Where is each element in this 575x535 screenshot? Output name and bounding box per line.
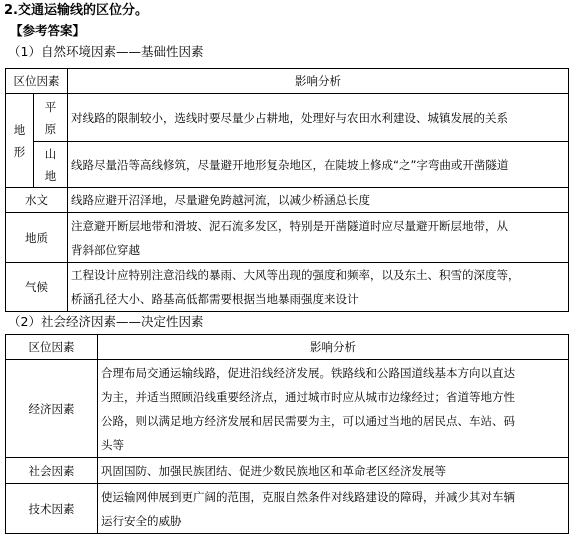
header-factor: 区位因素 xyxy=(6,335,98,360)
natural-factors-heading: （1）自然环境因素——基础性因素 xyxy=(8,44,204,59)
geology-analysis: 注意避开断层地带和滑坡、泥石流多发区，特别是开凿隧道时应尽量避开断层地带，从 背斜部位穿越 xyxy=(68,213,569,263)
socioeconomic-factors-heading: （2）社会经济因素——决定性因素 xyxy=(8,314,204,329)
reference-answer-label: 【参考答案】 xyxy=(10,23,86,38)
header-analysis: 影响分析 xyxy=(98,335,569,360)
socioeconomic-factors-table xyxy=(5,334,569,534)
technical-cell: 技术因素 xyxy=(6,484,98,534)
header-factor: 区位因素 xyxy=(6,69,68,94)
social-analysis: 巩固国防、加强民族团结、促进少数民族地区和革命老区经济发展等 xyxy=(98,458,569,484)
geology-cell: 地质 xyxy=(6,213,68,263)
hydrology-cell: 水文 xyxy=(6,188,68,213)
section-title: 2.交通运输线的区位分。 xyxy=(4,3,148,18)
economic-analysis: 合理布局交通运输线路，促进沿线经济发展。铁路线和公路国道线基本方向以直达 为主，并适当照顾沿线重要经济点，通过城市时应从城市边缘经过；省道等地方性 公路，则以满足地方经济发展和居民需要为主，可以通过当地的居民点、车站、码 头等 xyxy=(98,360,569,458)
plain-analysis: 对线路的限制较小，选线时要尽量少占耕地，处理好与农田水利建设、城镇发展的关系 xyxy=(68,94,569,142)
climate-analysis: 工程设计应特别注意沿线的暴雨、大风等出现的强度和频率，以及东土、积雪的深度等， 桥涵孔径大小、路基高低都需要根据当地暴雨强度来设计 xyxy=(68,263,569,312)
social-cell: 社会因素 xyxy=(6,458,98,484)
mountain-analysis: 线路尽量沿等高线修筑，尽量避开地形复杂地区，在陡坡上修成“之”字弯曲或开凿隧道 xyxy=(68,142,569,188)
mountain-cell: 山 地 xyxy=(34,142,68,188)
header-analysis: 影响分析 xyxy=(68,69,569,94)
technical-analysis: 使运输网伸展到更广阔的范围，克服自然条件对线路建设的障碍，并减少其对车辆 运行安全的威胁 xyxy=(98,484,569,534)
economic-cell: 经济因素 xyxy=(6,360,98,458)
hydrology-analysis: 线路应避开沼泽地，尽量避免跨越河流，以减少桥涵总长度 xyxy=(68,188,569,213)
climate-cell: 气候 xyxy=(6,263,68,312)
plain-cell: 平 原 xyxy=(34,94,68,142)
terrain-cell: 地 形 xyxy=(6,94,34,188)
natural-factors-table xyxy=(5,68,569,312)
